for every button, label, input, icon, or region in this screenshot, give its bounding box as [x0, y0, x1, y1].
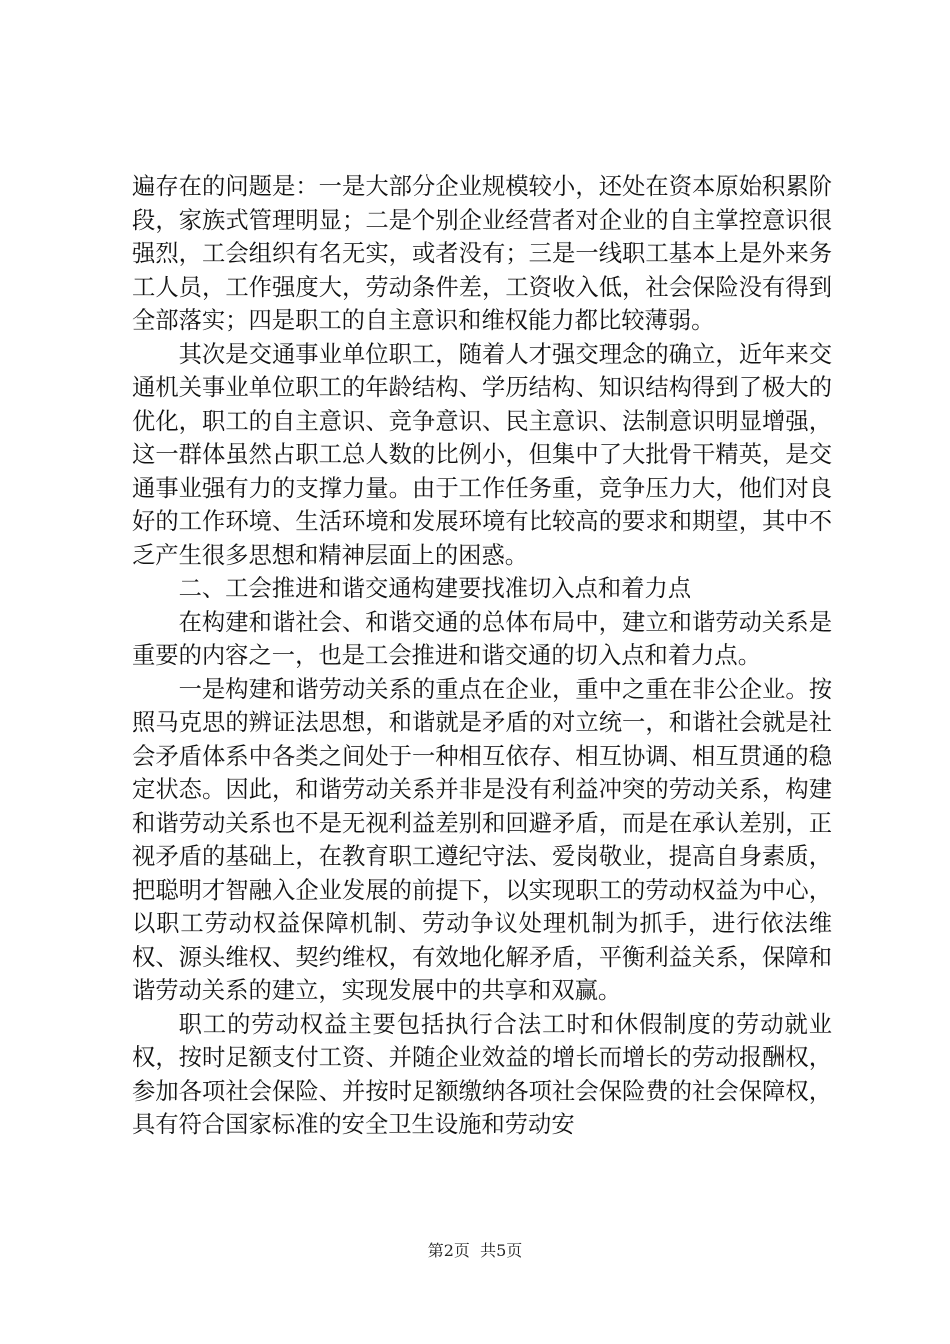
paragraph-4: 一是构建和谐劳动关系的重点在企业，重中之重在非公企业。按照马克思的辨证法思想，和谐就是矛盾的对立统一，和谐社会就是社会矛盾体系中各类之间处于一种相互依存、相互协调、相互贯通的稳定状态。因此，和谐劳动关系并非是没有利益冲突的劳动关系，构建和谐劳动关系也不是无视利益差别和回避矛盾，而是在承认差别，正视矛盾的基础上，在教育职工遵纪守法、爱岗敬业，提高自身素质，把聪明才智融入企业发展的前提下，以实现职工的劳动权益为中心，以职工劳动权益保障机制、劳动争议处理机制为抓手，进行依法维权、源头维权、契约维权，有效地化解矛盾，平衡利益关系，保障和谐劳动关系的建立，实现发展中的共享和双赢。 — [132, 675, 832, 1004]
document-body — [132, 170, 832, 1142]
paragraph-1: 遍存在的问题是：一是大部分企业规模较小，还处在资本原始积累阶段，家族式管理明显；二是个别企业经营者对企业的自主掌控意识很强烈，工会组织有名无实，或者没有；三是一线职工基本上是外来务工人员，工作强度大，劳动条件差，工资收入低，社会保险没有得到全部落实；四是职工的自主意识和维权能力都比较薄弱。 — [132, 173, 832, 334]
paragraph-5: 职工的劳动权益主要包括执行合法工时和休假制度的劳动就业权，按时足额支付工资、并随企业效益的增长而增长的劳动报酬权，参加各项社会保险、并按时足额缴纳各项社会保险费的社会保障权，具有符合国家标准的安全卫生设施和劳动安 — [132, 1010, 832, 1138]
paragraph-3: 在构建和谐社会、和谐交通的总体布局中，建立和谐劳动关系是重要的内容之一，也是工会推进和谐交通的切入点和着力点。 — [132, 608, 832, 669]
paragraph-2: 其次是交通事业单位职工，随着人才强交理念的确立，近年来交通机关事业单位职工的年龄结构、学历结构、知识结构得到了极大的优化，职工的自主意识、竞争意识、民主意识、法制意识明显增强，这一群体虽然占职工总人数的比例小，但集中了大批骨干精英，是交通事业强有力的支撑力量。由于工作任务重，竞争压力大，他们对良好的工作环境、生活环境和发展环境有比较高的要求和期望，其中不乏产生很多思想和精神层面上的困惑。 — [132, 340, 832, 569]
page-number: 第2页 共5页 — [427, 1241, 523, 1260]
section-heading: 二、工会推进和谐交通构建要找准切入点和着力点 — [178, 575, 692, 602]
page-footer — [0, 1241, 950, 1261]
